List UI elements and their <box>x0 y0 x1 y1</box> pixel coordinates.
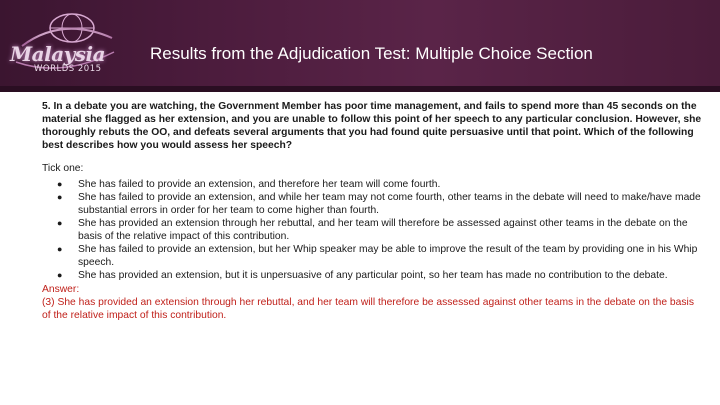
page-title: Results from the Adjudication Test: Multiple Choice Section <box>150 44 593 63</box>
option-5 <box>42 269 702 282</box>
answer-label: Answer: <box>42 284 80 295</box>
answer-block <box>42 283 702 322</box>
options-list <box>42 178 702 282</box>
slide-content <box>42 100 702 322</box>
option-text: She has failed to provide an extension, but her Whip speaker may be able to improve the result of the team by providing one in his Whip speech. <box>78 244 698 268</box>
option-1 <box>42 178 702 191</box>
option-text: She has failed to provide an extension, and while her team may not come fourth, other teams in the debate will need to make/have made substantial errors in order for her team to come higher than fourth. <box>78 192 701 216</box>
answer-text: (3) She has provided an extension through her rebuttal, and her team will therefore be assessed against other teams in the debate on the basis of the relative impact of this contribution. <box>42 297 694 321</box>
bullet-icon: ● <box>57 179 63 189</box>
logo-wordmark: Malaysia <box>10 42 106 66</box>
option-3 <box>42 217 702 243</box>
option-text: She has provided an extension, but it is unpersuasive of any particular point, so her team has made no contribution to the debate. <box>78 270 668 281</box>
option-text: She has provided an extension through her rebuttal, and her team will therefore be assessed against other teams in the debate on the basis of the relative impact of this contribution. <box>78 218 688 242</box>
option-4 <box>42 243 702 269</box>
bullet-icon: ● <box>57 218 63 228</box>
instruction-text: Tick one: <box>42 163 84 174</box>
slide-header <box>0 0 720 92</box>
bullet-icon: ● <box>57 244 63 254</box>
question-text: 5. In a debate you are watching, the Government Member has poor time management, and fails to spend more than 45 seconds on the material she flagged as her extension, and you are unable to follow this point of her speech to any particular conclusion. However, she thoroughly rebuts the OO, and defeats several arguments that you had found quite persuasive until that point. Which of the following best describes how you would assess her speech? <box>42 101 702 151</box>
worlds-2015-logo <box>2 6 122 82</box>
bullet-icon: ● <box>57 192 63 202</box>
header-divider <box>0 86 720 92</box>
option-text: She has failed to provide an extension, and therefore her team will come fourth. <box>78 179 441 190</box>
logo-subtitle: WORLDS 2015 <box>34 64 102 74</box>
bullet-icon: ● <box>57 270 63 280</box>
option-2 <box>42 191 702 217</box>
